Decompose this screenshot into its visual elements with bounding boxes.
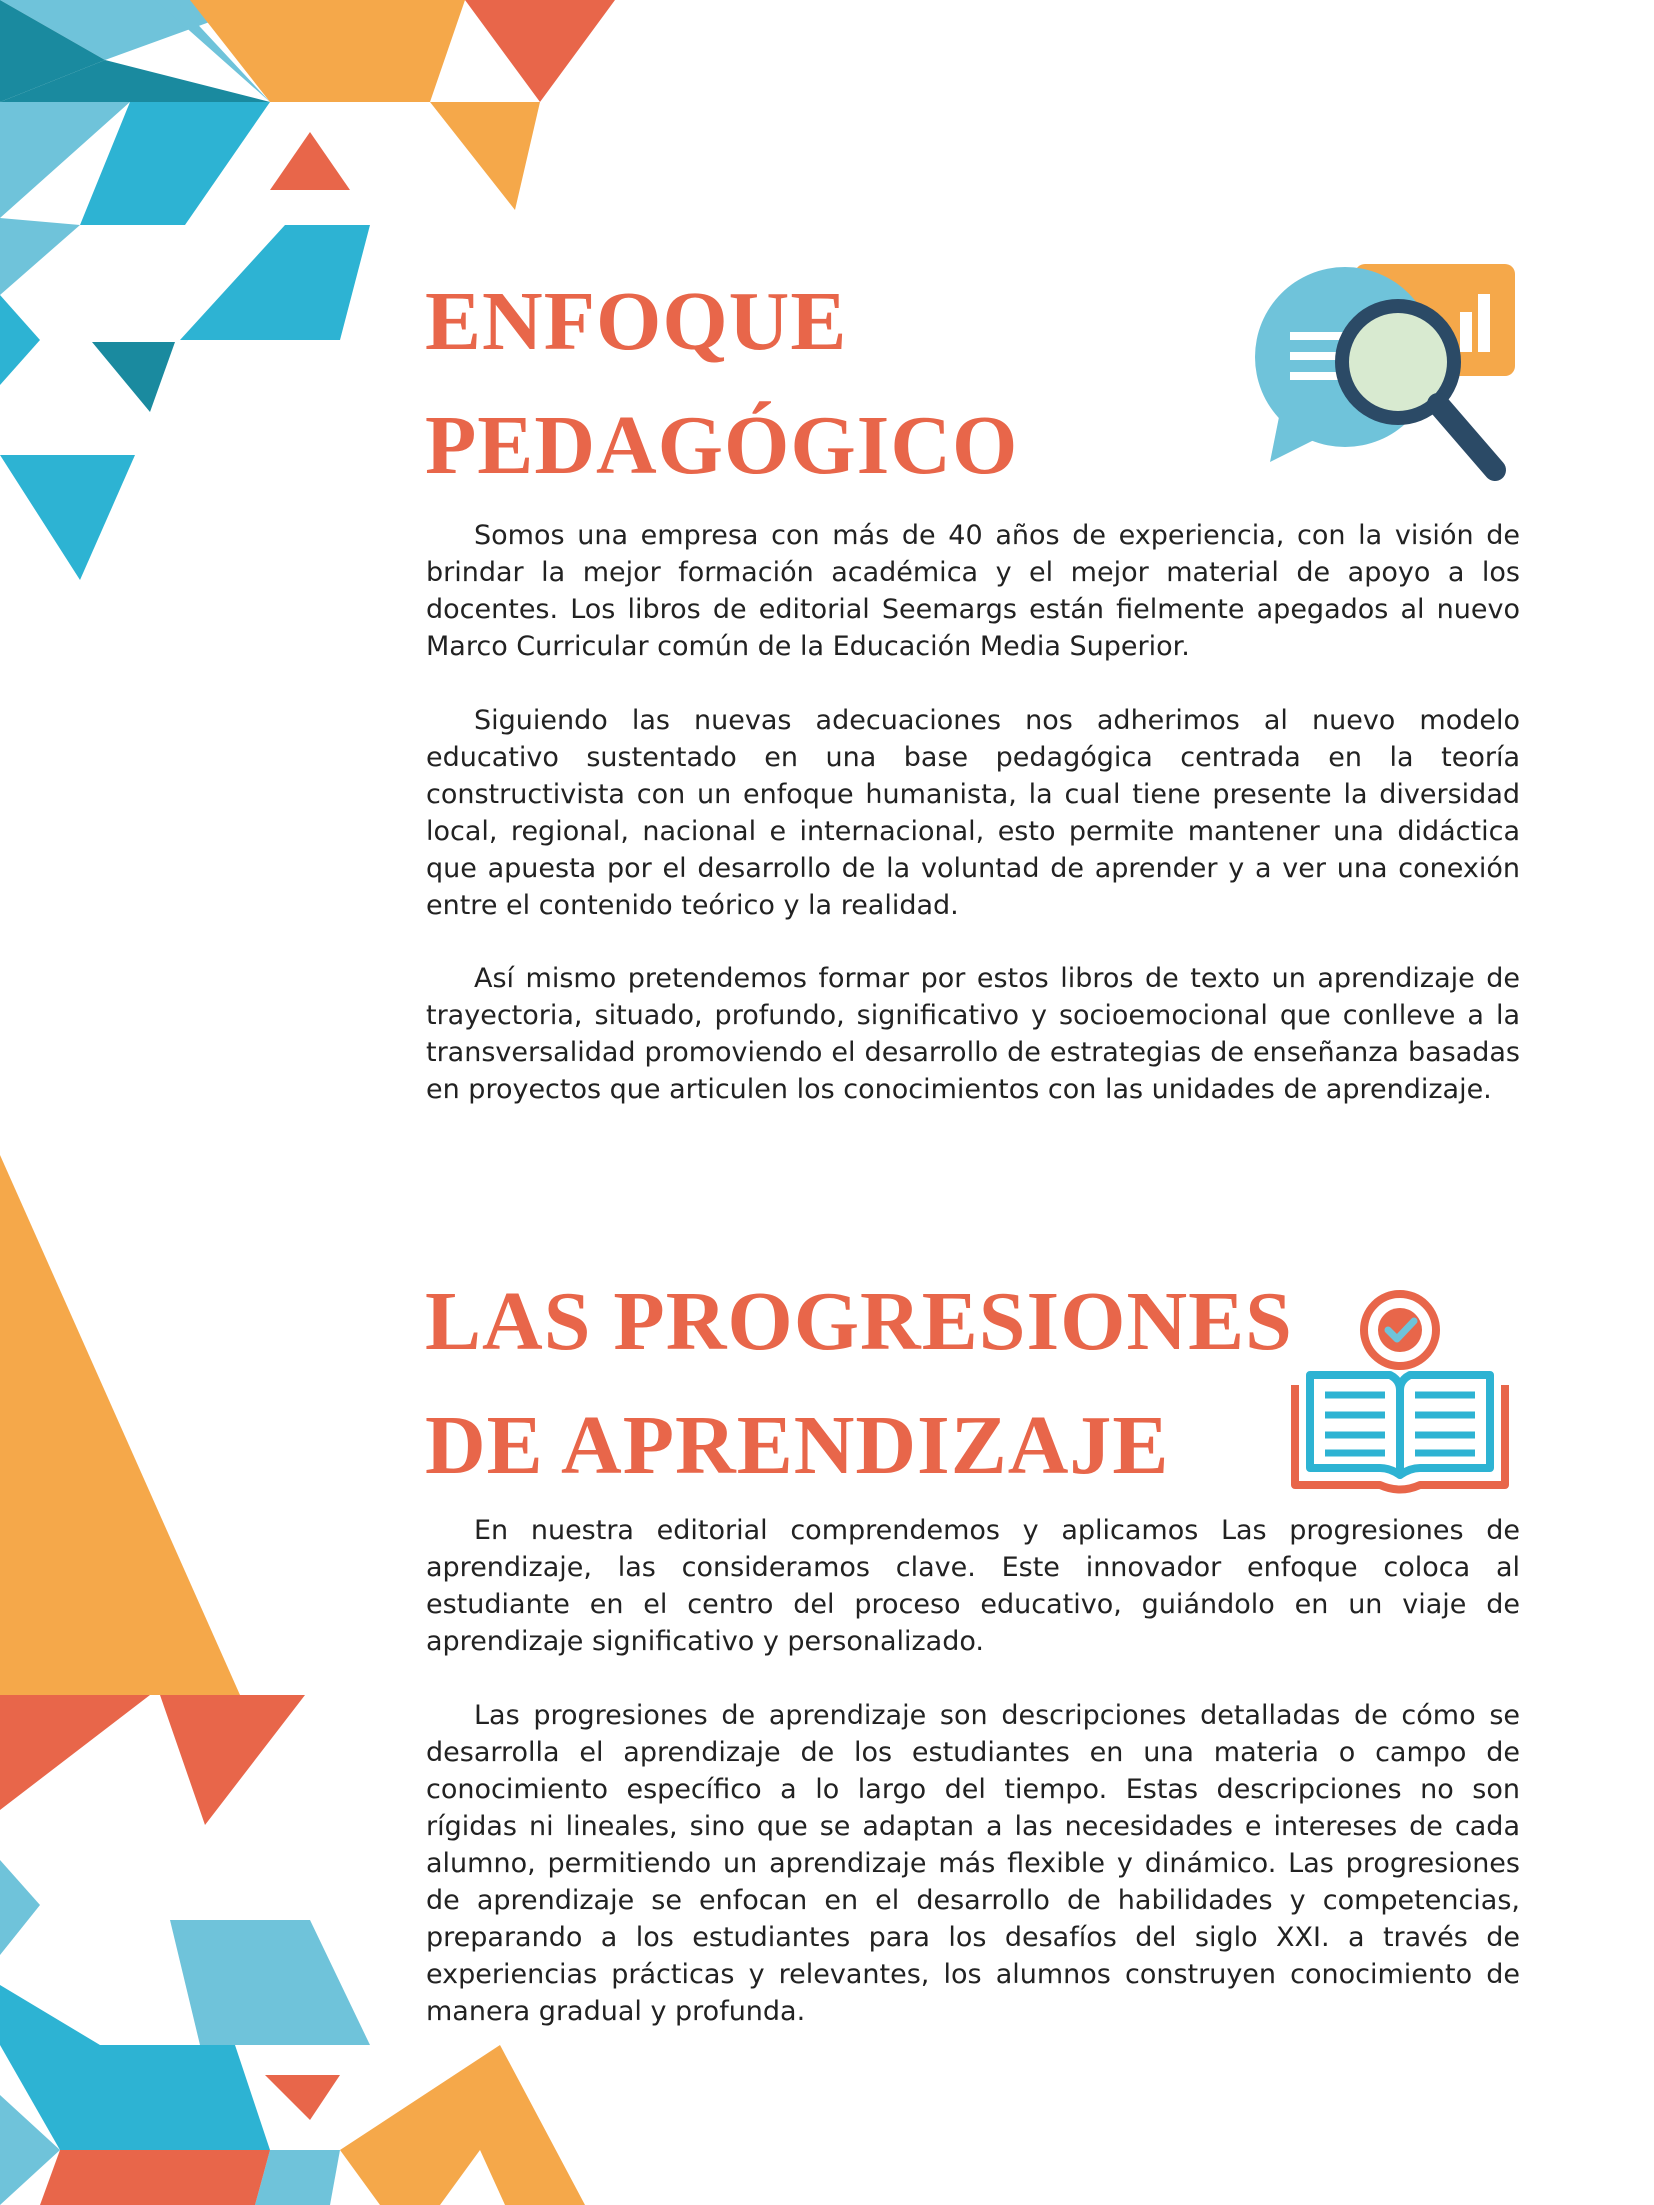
deco-triangle [0, 455, 135, 580]
section-2-heading [425, 1260, 1293, 1508]
paragraph: En nuestra editorial comprendemos y aplicamos Las progresiones de aprendizaje, las consideramos clave. Este innovador enfoque coloca al estudiante en el centro del proceso educativo, guiándolo en un viaje de aprendizaje significativo y personalizado. [426, 1515, 1520, 1657]
heading-line: ENFOQUE [425, 275, 848, 368]
deco-triangle [92, 342, 175, 412]
deco-triangle [40, 225, 185, 340]
paragraph: Somos una empresa con más de 40 años de experiencia, con la visión de brindar la mejor formación académica y el mejor material de apoyo a los docentes. Los libros de editorial Seemargs están fielmente apegados al nuevo Marco Curricular común de la Educación Media Superior. [426, 520, 1520, 662]
paragraph: Siguiendo las nuevas adecuaciones nos adherimos al nuevo modelo educativo sustentado en una base pedagógica centrada en la teoría constructivista con un enfoque humanista, la cual tiene presente la diversidad local, regional, nacional e internacional, esto permite mantener una didáctica que apuesta por el desarrollo de la voluntad de aprender y a ver una conexión entre el contenido teórico y la realidad. [426, 705, 1520, 921]
heading-line: PEDAGÓGICO [425, 399, 1019, 492]
paragraph: Así mismo pretendemos formar por estos libros de texto un aprendizaje de trayectoria, situado, profundo, significativo y socioemocional que conlleve a la transversalidad promoviendo el desarrollo de estrategias de enseñanza basadas en proyectos que articulen los conocimientos con las unidades de aprendizaje. [426, 963, 1520, 1105]
deco-triangle [170, 1920, 370, 2045]
deco-triangle [270, 132, 350, 190]
deco-triangle [465, 0, 615, 102]
deco-triangle [0, 295, 40, 385]
section-1-heading [425, 260, 1018, 508]
deco-triangle [180, 225, 370, 340]
deco-triangle [160, 1695, 305, 1825]
deco-triangle [0, 1985, 100, 2045]
deco-triangle [40, 2150, 270, 2205]
heading-line: LAS PROGRESIONES [425, 1275, 1293, 1368]
open-book-target-icon [1290, 1290, 1510, 1495]
deco-triangle [265, 2075, 340, 2120]
deco-triangle [190, 0, 465, 102]
deco-triangle [0, 1695, 150, 1810]
deco-triangle [0, 1860, 40, 1955]
deco-triangle [430, 102, 540, 210]
heading-line: DE APRENDIZAJE [425, 1399, 1170, 1492]
search-analytics-icon [1250, 262, 1518, 487]
paragraph: Las progresiones de aprendizaje son descripciones detalladas de cómo se desarrolla el aprendizaje de los estudiantes en una materia o campo de conocimiento específico a lo largo del tiempo. Estas descripciones no son rígidas ni lineales, sino que se adaptan a las necesidades e intereses de cada alumno, permitiendo un aprendizaje más flexible y dinámico. Las progresiones de aprendizaje se enfocan en el desarrollo de habilidades y competencias, preparando a los estudiantes para los desafíos del siglo XXI. a través de experiencias prácticas y relevantes, los alumnos construyen conocimiento de manera gradual y profunda. [426, 1700, 1520, 2027]
deco-triangle [0, 1155, 240, 1695]
